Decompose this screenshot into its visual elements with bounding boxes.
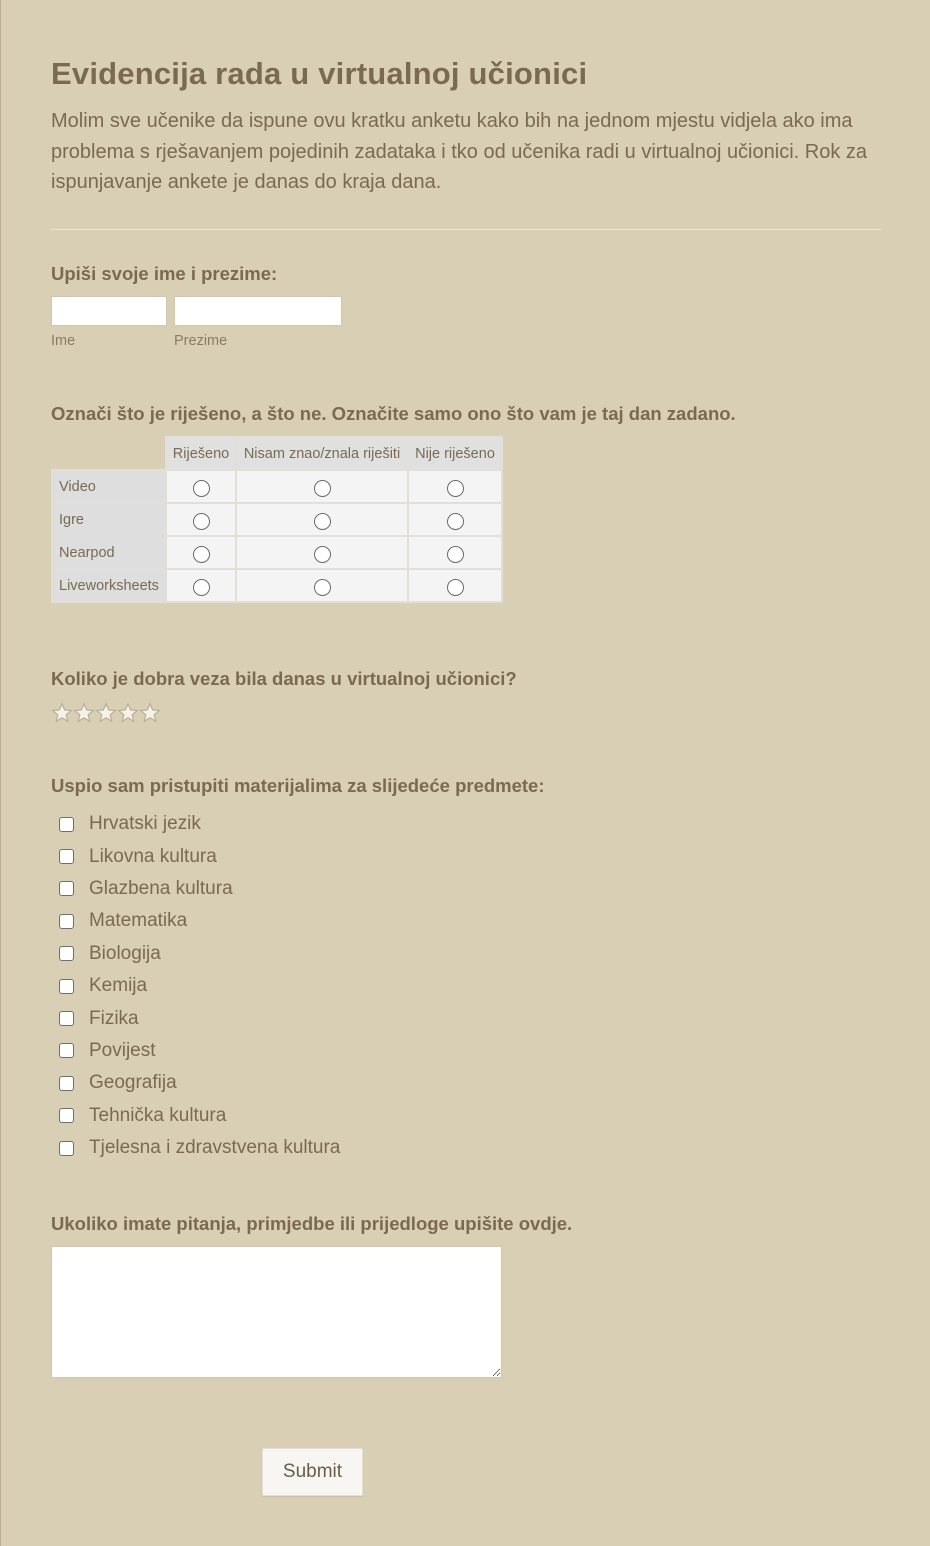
last-name-input[interactable] [174, 296, 342, 326]
matrix-cell [408, 569, 502, 602]
checkbox[interactable] [59, 881, 74, 896]
checkbox-option[interactable] [59, 1035, 340, 1067]
checkbox-label[interactable]: Povijest [89, 1039, 156, 1061]
matrix-cell [166, 536, 236, 569]
matrix-cell [408, 536, 502, 569]
checkbox-label[interactable]: Tehnička kultura [89, 1104, 227, 1126]
checkbox-option[interactable] [59, 1002, 340, 1034]
checkbox[interactable] [59, 817, 74, 832]
star-outline-icon[interactable] [73, 702, 95, 724]
name-question-label: Upiši svoje ime i prezime: [51, 263, 278, 284]
checkbox[interactable] [59, 1076, 74, 1091]
header-divider [51, 229, 881, 230]
matrix-row-label: Liveworksheets [52, 569, 166, 602]
matrix-cell [236, 503, 408, 536]
matrix-row [52, 569, 502, 602]
matrix-header-row [52, 437, 502, 470]
star-outline-icon[interactable] [95, 702, 117, 724]
matrix-row-label: Nearpod [52, 536, 166, 569]
checkbox[interactable] [59, 849, 74, 864]
checkbox[interactable] [59, 946, 74, 961]
subjects-checkbox-list [59, 808, 340, 1164]
matrix-cell [166, 470, 236, 503]
checkbox[interactable] [59, 1043, 74, 1058]
matrix-radio[interactable] [314, 480, 331, 497]
matrix-row [52, 536, 502, 569]
matrix-row [52, 503, 502, 536]
matrix-cell [236, 569, 408, 602]
comments-textarea[interactable] [51, 1246, 502, 1378]
form-page [1, 0, 930, 1546]
checkbox[interactable] [59, 1108, 74, 1123]
comments-question-label: Ukoliko imate pitanja, primjedbe ili prijedloge upišite ovdje. [51, 1213, 573, 1234]
matrix-radio[interactable] [193, 513, 210, 530]
checkbox-option[interactable] [59, 970, 340, 1002]
checkbox[interactable] [59, 1011, 74, 1026]
matrix-column-header: Riješeno [166, 437, 236, 470]
matrix-radio[interactable] [314, 579, 331, 596]
matrix-corner [52, 437, 166, 470]
matrix-radio[interactable] [314, 546, 331, 563]
star-outline-icon[interactable] [117, 702, 139, 724]
matrix-cell [236, 470, 408, 503]
checkbox-option[interactable] [59, 808, 340, 840]
matrix-radio[interactable] [447, 579, 464, 596]
star-rating [51, 702, 161, 724]
checkbox-option[interactable] [59, 1100, 340, 1132]
matrix-question-label: Označi što je riješeno, a što ne. Označite samo ono što vam je taj dan zadano. [51, 403, 736, 424]
checkbox-label[interactable]: Geografija [89, 1072, 177, 1094]
checkbox-label[interactable]: Hrvatski jezik [89, 813, 201, 835]
form-description: Molim sve učenike da ispune ovu kratku anketu kako bih na jednom mjestu vidjela ako ima problema s rješavanjem pojedinih zadataka i tko od učenika radi u virtualnoj učionici. Rok za ispunjavanje ankete je danas do kraja dana. [51, 110, 867, 193]
matrix-cell [166, 569, 236, 602]
checkbox-option[interactable] [59, 1067, 340, 1099]
first-name-sublabel: Ime [51, 333, 76, 349]
matrix-column-header: Nisam znao/znala riješiti [236, 437, 408, 470]
checkbox-label[interactable]: Fizika [89, 1007, 139, 1029]
matrix-radio[interactable] [447, 513, 464, 530]
checkbox-option[interactable] [59, 905, 340, 937]
checkbox[interactable] [59, 979, 74, 994]
matrix-cell [408, 503, 502, 536]
star-outline-icon[interactable] [51, 702, 73, 724]
star-outline-icon[interactable] [139, 702, 161, 724]
matrix-row-label: Video [52, 470, 166, 503]
matrix-radio[interactable] [314, 513, 331, 530]
matrix-radio[interactable] [447, 546, 464, 563]
matrix-column-header: Nije riješeno [408, 437, 502, 470]
matrix-radio[interactable] [447, 480, 464, 497]
matrix-row [52, 470, 502, 503]
subjects-question-label: Uspio sam pristupiti materijalima za slijedeće predmete: [51, 775, 545, 796]
matrix-radio[interactable] [193, 480, 210, 497]
checkbox-option[interactable] [59, 1132, 340, 1164]
matrix-radio[interactable] [193, 546, 210, 563]
matrix-radio[interactable] [193, 579, 210, 596]
checkbox[interactable] [59, 914, 74, 929]
checkbox-label[interactable]: Biologija [89, 942, 161, 964]
checkbox-label[interactable]: Kemija [89, 975, 148, 997]
matrix-cell [166, 503, 236, 536]
checkbox-option[interactable] [59, 840, 340, 872]
checkbox-option[interactable] [59, 938, 340, 970]
submit-button[interactable]: Submit [262, 1448, 363, 1496]
rating-question-label: Koliko je dobra veza bila danas u virtualnoj učionici? [51, 668, 517, 689]
checkbox[interactable] [59, 1141, 74, 1156]
matrix-row-label: Igre [52, 503, 166, 536]
first-name-input[interactable] [51, 296, 167, 326]
matrix-table [51, 436, 503, 603]
matrix-cell [236, 536, 408, 569]
last-name-sublabel: Prezime [174, 333, 228, 349]
checkbox-label[interactable]: Glazbena kultura [89, 877, 233, 899]
matrix-cell [408, 470, 502, 503]
checkbox-label[interactable]: Tjelesna i zdravstvena kultura [89, 1137, 341, 1159]
checkbox-option[interactable] [59, 873, 340, 905]
checkbox-label[interactable]: Likovna kultura [89, 845, 217, 867]
checkbox-label[interactable]: Matematika [89, 910, 188, 932]
form-title: Evidencija rada u virtualnoj učionici [51, 56, 588, 91]
